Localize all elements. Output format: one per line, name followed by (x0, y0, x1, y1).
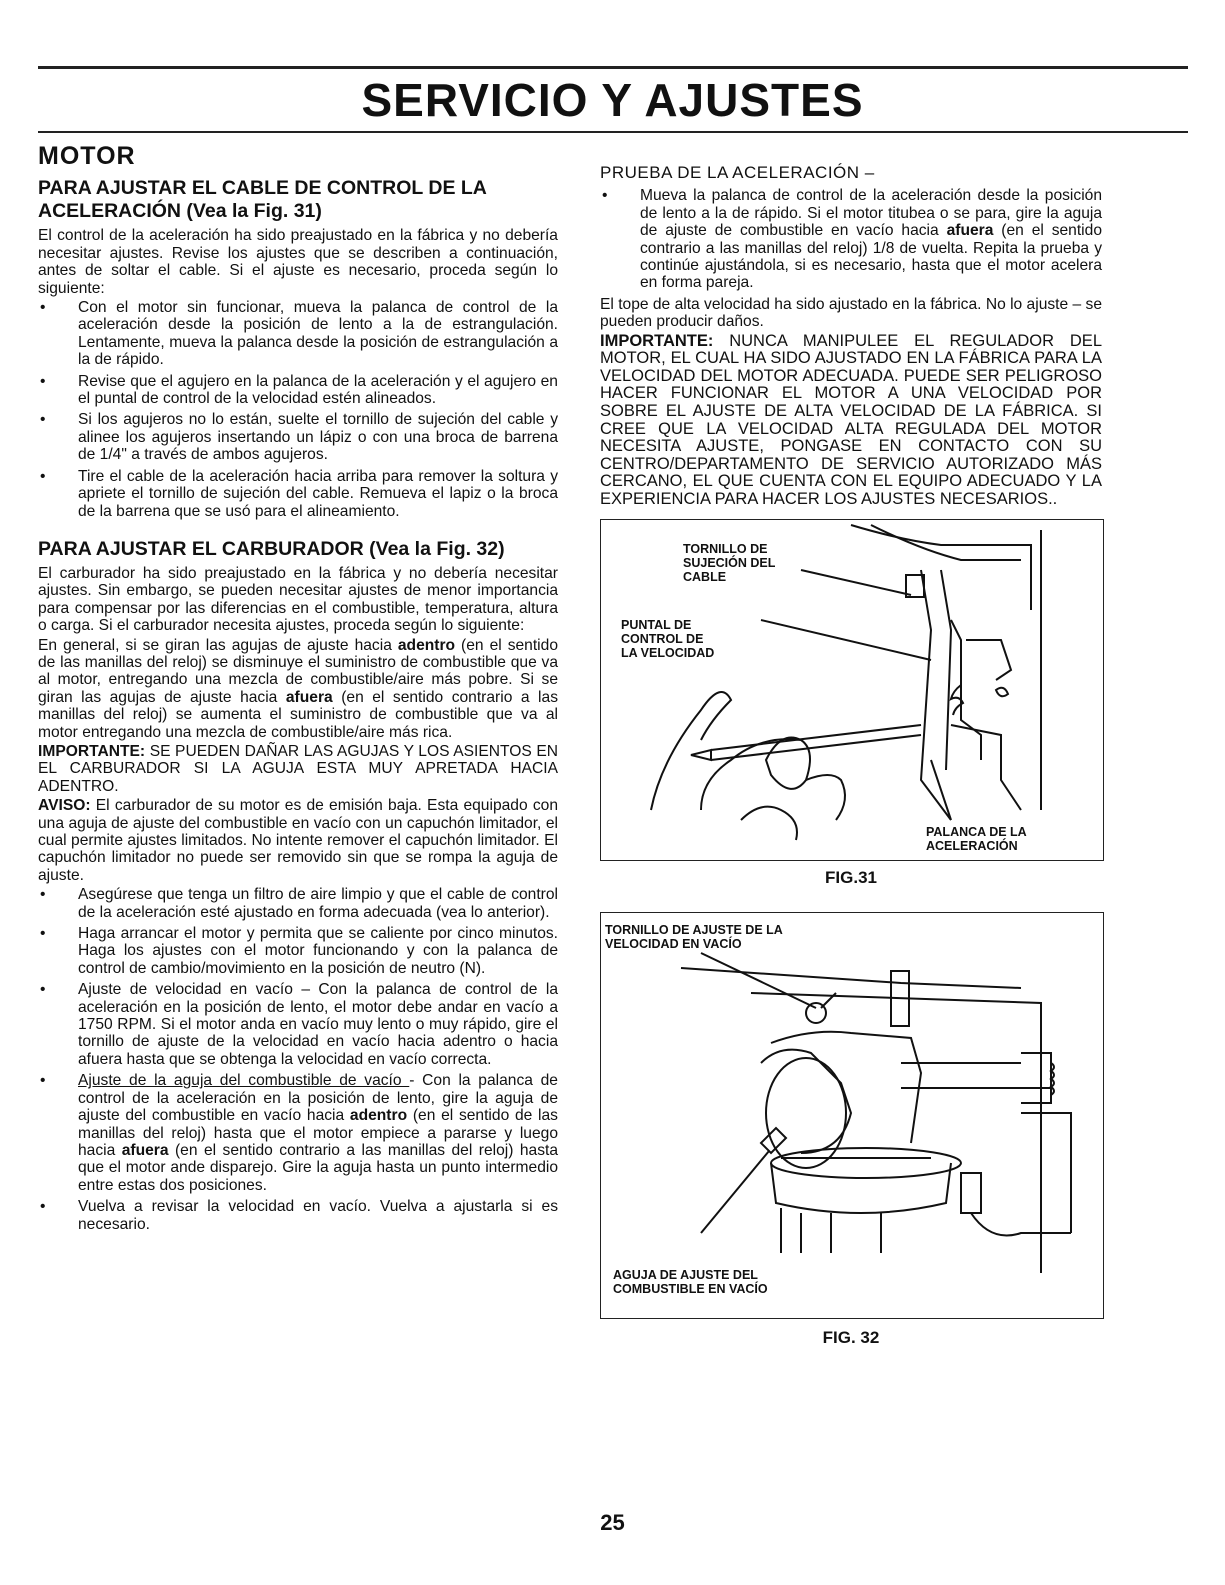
list-item: • Mueva la palanca de control de la aceleración desde la posición de lento a la de rápido. Si el motor titubea o se para, gire la aguja de ajuste de combustible en vacío hacia afuera (en el sentido contrario a las manillas del reloj) 1/8 de vuelta. Repita la prueba y continúe ajustándola, si es necesario, hasta que el motor acelera en forma pareja. (602, 187, 1102, 292)
bullet-icon: • (40, 372, 46, 390)
throttle-linkage-drawing (601, 520, 1103, 860)
bullet-icon: • (40, 467, 46, 485)
list-item: • Tire el cable de la aceleración hacia arriba para remover la soltura y apriete el tornillo de sujeción del cable. Remueva el lapiz o la broca de la barrena que se usó para el alineamiento. (40, 467, 558, 520)
throttle-steps-list (38, 299, 558, 520)
throttle-intro-paragraph: El control de la aceleración ha sido preajustado en la fábrica y no debería necesitar ajustes. Revise los ajustes que se describen a continuación, antes de soltar el cable. Si el ajuste es necesario, proceda según lo siguiente: (38, 227, 558, 297)
bullet-icon: • (602, 187, 608, 205)
left-column (38, 142, 558, 1237)
label-cable-clamp-screw: TORNILLO DE SUJECIÓN DEL CABLE (683, 541, 776, 584)
bullet-icon: • (40, 886, 46, 904)
bullet-icon: • (40, 1198, 46, 1216)
needle-direction-paragraph: En general, si se giran las agujas de ajuste hacia adentro (en el sentido de las manillas del reloj) se disminuye el suministro de combustible que va al motor, entregando una mezcla de combustible/aire más pobre. Si se giran las agujas de ajuste hacia afuera (en el sentido contrario a las manillas del reloj) se aumenta el suministro de combustible que va al motor entregando una mezcla de combustible/aire más rica. (38, 636, 558, 741)
section-heading-motor: MOTOR (38, 142, 136, 170)
heading-acceleration-test: PRUEBA DE LA ACELERACIÓN – (600, 163, 875, 182)
important-notice-governor: IMPORTANTE: NUNCA MANIPULEE EL REGULADOR DEL MOTOR, EL CUAL HA SIDO AJUSTADO EN LA FÁBRICA PARA LA VELOCIDAD DEL MOTOR ADECUADA. PUEDE SER PELIGROSO HACER FUNCIONAR EL MOTOR A UNA VELOCIDAD POR SOBRE EL AJUSTE DE ALTA VELOCIDAD DE LA FÁBRICA. SI CREE QUE LA VELOCIDAD ALTA REGULADA DEL MOTOR NECESITA AJUSTE, PONGASE EN CONTACTO CON SU CENTRO/DEPARTAMENTO DE SERVICIO AUTORIZADO MÁS CERCANO, EL QUE CUENTA CON EL EQUIPO ADECUADO Y LA EXPERIENCIA PARA HACER LOS AJUSTES NECESARIOS.. (600, 331, 1102, 508)
right-column (600, 142, 1102, 1346)
list-item: • Ajuste de la aguja del combustible de vacío - Con la palanca de control de la aceleración en la posición de lento, gire la aguja de ajuste del combustible en vacío hacia adentro (en el sentido de las manillas del reloj) hasta que el motor empiece a pararse y luego hacia afuera (en el sentido contrario a las manillas del reloj) hasta que el motor ande disparejo. Gire la aguja hasta un punto intermedio entre estas dos posiciones. (40, 1072, 558, 1194)
heading-throttle-cable: PARA AJUSTAR EL CABLE DE CONTROL DE LA ACELERACIÓN (Vea la Fig. 31) (38, 177, 487, 223)
carburetor-intro-paragraph: El carburador ha sido preajustado en la fábrica y no debería necesitar ajustes. Sin embargo, se pueden necesitar ajustes de menor importancia para compensar por las diferencias en el combustible, temperatura, altura o carga. Si el carburador necesita ajustes, proceda según lo siguiente: (38, 564, 558, 635)
label-idle-speed-screw: TORNILLO DE AJUSTE DE LA VELOCIDAD EN VACÍO (605, 923, 783, 951)
carburetor-drawing (601, 913, 1103, 1318)
label-speed-control-strut: PUNTAL DE CONTROL DE LA VELOCIDAD (621, 617, 715, 660)
bullet-icon: • (40, 299, 46, 317)
list-item: • Si los agujeros no lo están, suelte el tornillo de sujeción del cable y alinee los agujeros insertando un lápiz o con una broca de barrena de 1/4" a través de ambos agujeros. (40, 411, 558, 464)
list-item: • Con el motor sin funcionar, mueva la palanca de control de la aceleración desde la posición de lento a la de estrangulación. Lentamente, mueva la palanca desde la posición de estrangulación a la de rápido. (40, 299, 558, 369)
label-idle-fuel-needle: AGUJA DE AJUSTE DEL COMBUSTIBLE EN VACÍO (613, 1268, 768, 1296)
bullet-icon: • (40, 925, 46, 943)
acceleration-test-list (600, 187, 1102, 291)
top-rule (38, 66, 1188, 69)
bullet-icon: • (40, 411, 46, 429)
page-title: SERVICIO Y AJUSTES (361, 74, 864, 126)
important-notice-carburetor: IMPORTANTE: SE PUEDEN DAÑAR LAS AGUJAS Y LOS ASIENTOS EN EL CARBURADOR SI LA AGUJA ESTA MUY APRETADA HACIA ADENTRO. (38, 742, 558, 795)
figure-32-carburetor-illustration (600, 912, 1104, 1319)
heading-carburetor: PARA AJUSTAR EL CARBURADOR (Vea la Fig. 32) (38, 537, 505, 560)
list-item: • Haga arrancar el motor y permita que se caliente por cinco minutos. Haga los ajustes con el motor funcionando y con la palanca de control de cambio/movimiento en la posición de neutro (N). (40, 925, 558, 977)
list-item: • Asegúrese que tenga un filtro de aire limpio y que el cable de control de la aceleración esté ajustado en forma adecuada (vea lo anterior). (40, 886, 558, 921)
figure-31-throttle-illustration (600, 519, 1104, 861)
carburetor-steps-list (38, 886, 558, 1233)
bullet-icon: • (40, 1072, 46, 1090)
title-underline-rule (38, 131, 1188, 133)
bullet-icon: • (40, 981, 46, 999)
figure-32-caption: FIG. 32 (822, 1328, 880, 1347)
high-speed-stop-paragraph: El tope de alta velocidad ha sido ajustado en la fábrica. No lo ajuste – se pueden producir daños. (600, 295, 1102, 331)
list-item: • Vuelva a revisar la velocidad en vacío. Vuelva a ajustarla si es necesario. (40, 1198, 558, 1233)
page-number: 25 (600, 1510, 625, 1535)
list-item: • Ajuste de velocidad en vacío – Con la palanca de control de la aceleración en la posición de lento, el motor debe andar en vacío a 1750 RPM. Si el motor anda en vacío muy lento o muy rápido, gire el tornillo de ajuste de la velocidad en vacío hacia adentro o hacia afuera hasta que se obtenga la velocidad en vacío correcta. (40, 981, 558, 1068)
aviso-notice: AVISO: El carburador de su motor es de emisión baja. Esta equipado con una aguja de ajuste del combustible en vacío con un capuchón limitador, el cual permite ajustes limitados. No intente remover el capuchón limitador. El capuchón limitador no puede ser removido sin que se rompa la aguja de ajuste. (38, 797, 558, 884)
figure-31-caption: FIG.31 (825, 867, 877, 887)
label-throttle-lever: PALANCA DE LA ACELERACIÓN (926, 824, 1027, 853)
list-item: • Revise que el agujero en la palanca de la aceleración y el agujero en el puntal de control de la velocidad estén alineados. (40, 372, 558, 408)
